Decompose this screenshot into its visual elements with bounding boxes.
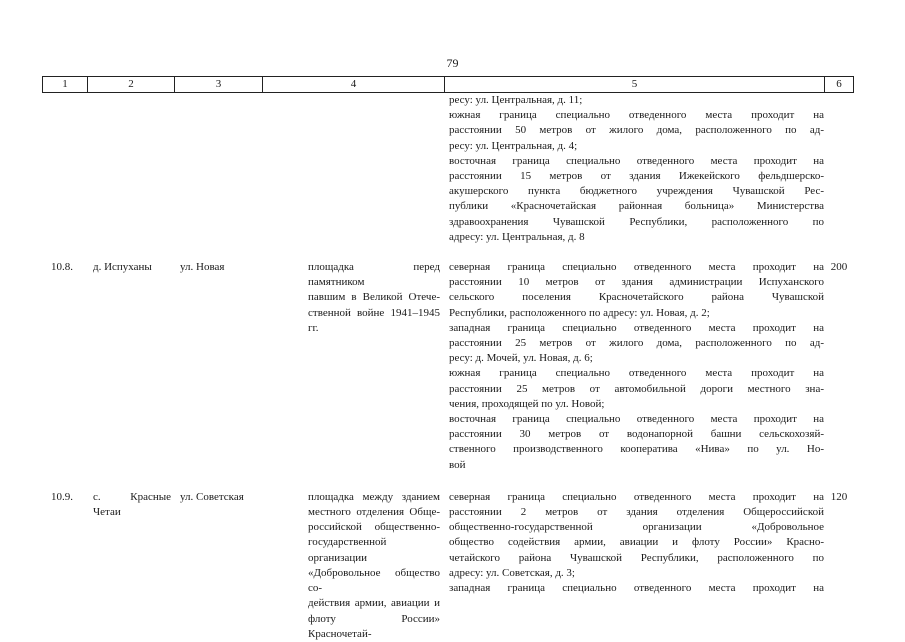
area-cell: 120 [830,490,848,503]
row-number: 10.8. [51,261,73,274]
text-line: площадка перед памятником [308,261,440,289]
text-line: четайского района Чувашской Республики, расположенного по [449,551,824,564]
text-line: ственной войне 1941–1945 гг. [308,306,440,334]
header-col-6: 6 [824,77,854,92]
table-row [42,260,854,473]
text-line: местного отделения Обще- [308,506,440,519]
text-line: публики «Красночетайская районная больница» Министерства [449,200,824,213]
text-line: государственной организации [308,536,387,564]
text-line: расстоянии 15 метров от здания Ижекейского фельдшерско- [449,170,824,183]
text-line: расстоянии 50 метров от жилого дома, расположенного по ад- [449,124,824,137]
text-line: российской общественно- [308,521,440,534]
boundaries-cell [444,93,824,245]
place-cell [262,490,444,642]
text-line: общественно-государственной организации «Добровольное [449,521,824,534]
text-line: павшим в Великой Отече- [308,291,440,304]
row-number: 10.9. [51,490,73,503]
text-line: флоту России» Красночетай- [308,612,440,640]
table-row-continuation [42,93,854,245]
text-line: «Добровольное общество со- [308,566,440,595]
header-col-5: 5 [444,77,824,92]
text-line: южная граница специально отведенного места проходит на [449,367,824,380]
text-line: ственного производственного кооператива «Нива» по ул. Но- [449,443,824,456]
header-col-3: 3 [174,77,262,92]
page-number: 79 [446,56,459,70]
text-line: расстоянии 25 метров от жилого дома, расположенного по ад- [449,337,824,350]
text-line: северная граница специально отведенного места проходит на [449,490,824,503]
text-line: западная граница специально отведенного места проходит на [449,582,824,595]
boundaries-cell [444,490,824,642]
settlement-line: д. Испуханы [93,261,152,274]
text-line: расстоянии 30 метров от водонапорной башни сельскохозяй- [449,428,824,441]
text-line: северная граница специально отведенного места проходит на [449,261,824,274]
settlement-cell [87,260,174,473]
text-line: расстоянии 25 метров от автомобильной дороги местного зна- [449,382,824,395]
text-line: ресу: ул. Центральная, д. 4; [449,139,578,152]
street-cell: ул. Новая [180,261,225,274]
text-line: южная граница специально отведенного места проходит на [449,109,824,122]
text-line: восточная граница специально отведенного места проходит на [449,154,824,167]
settlement-line: с. Красные [93,490,171,503]
area-cell: 200 [830,261,848,274]
place-cell [262,260,444,473]
header-col-4: 4 [262,77,444,92]
text-line: расстоянии 10 метров от здания администрации Испуханского [449,276,824,289]
header-col-1: 1 [42,77,87,92]
text-line: вой [449,458,466,471]
text-line: площадка между зданием [308,490,440,503]
text-line: общество содействия армии, авиации и флоту России» Красно- [449,536,824,549]
header-col-2: 2 [87,77,174,92]
street-cell: ул. Советская [180,490,244,503]
text-line: здравоохранения Чувашской Республики, расположенного по [449,215,824,228]
text-line: Республики, расположенного по адресу: ул. Новая, д. 2; [449,306,710,319]
text-line: расстоянии 2 метров от здания отделения Общероссийской [449,506,824,519]
table [42,76,854,642]
text-line: ресу: ул. Центральная, д. 11; [449,94,583,106]
table-row [42,490,854,642]
text-line: акушерского пункта бюджетного учреждения Чувашской Рес- [449,185,824,198]
table-header [42,76,854,93]
settlement-cell [87,490,174,642]
text-line: действия армии, авиации и [308,597,440,610]
text-line: восточная граница специально отведенного места проходит на [449,413,824,426]
boundaries-cell [444,260,824,473]
text-line: адресу: ул. Центральная, д. 8 [449,230,585,243]
settlement-line: Четаи [93,506,121,519]
text-line: адресу: ул. Советская, д. 3; [449,566,575,579]
text-line: чения, проходящей по ул. Новой; [449,397,605,410]
text-line: сельского поселения Красночетайского района Чувашской [449,291,824,304]
text-line: западная граница специально отведенного места проходит на [449,321,824,334]
text-line: ресу: д. Мочей, ул. Новая, д. 6; [449,352,593,365]
